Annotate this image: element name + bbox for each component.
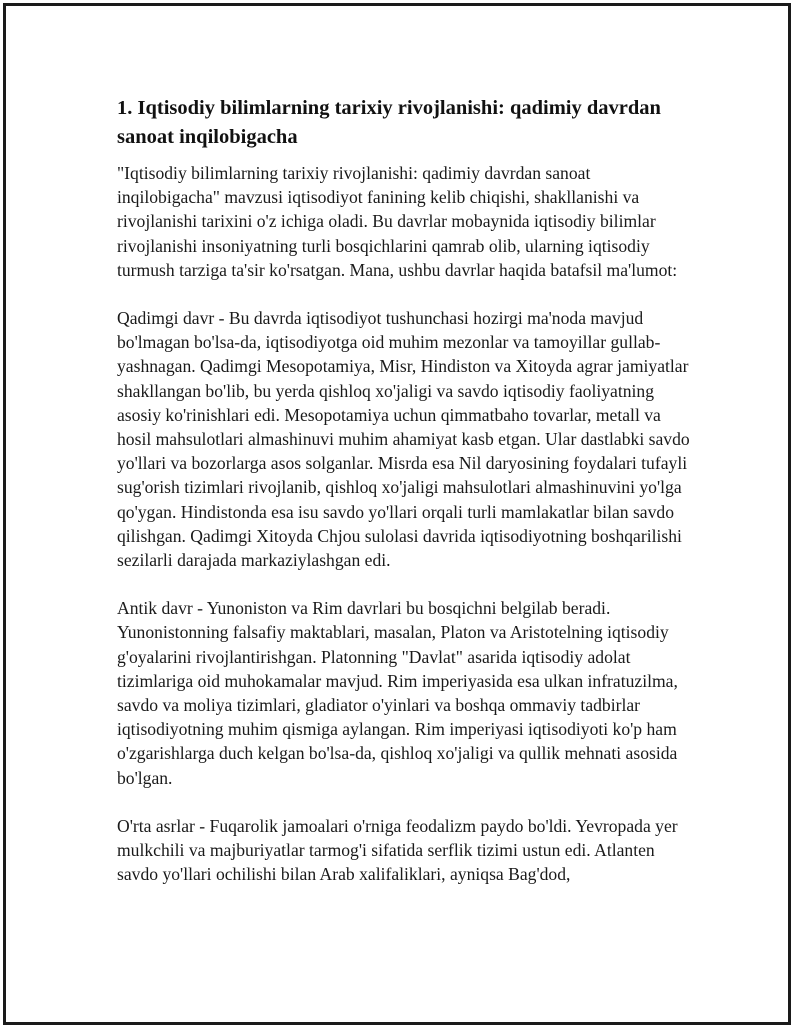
ancient-era-paragraph: Qadimgi davr - Bu davrda iqtisodiyot tushunchasi hozirgi ma'noda mavjud bo'lmagan bo'lsa-da, iqtisodiyotga oid muhim mezonlar va tamoyillar gullab-yashnagan. Qadimgi Mesopotamiya, Misr, Hindiston va Xitoyda agrar jamiyatlar shakllangan bo'lib, bu yerda qishloq xo'jaligi va savdo iqtisodiy faoliyatning asosiy ko'rinishlari edi. Mesopotamiya uchun qimmatbaho tovarlar, metall va hosil mahsulotlari almashinuvi muhim ahamiyat kasb etgan. Ular dastlabki savdo yo'llari va bozorlarga asos solganlar. Misrda esa Nil daryosining foydalari tufayli sug'orish tizimlari rivojlanib, qishloq xo'jaligi mahsulotlari almashinuvini yo'lga qo'ygan. Hindistonda esa isu savdo yo'llari orqali turli mamlakatlar bilan savdo qilishgan. Qadimgi Xitoyda Chjou sulolasi davrida iqtisodiyotning boshqarilishi sezilarli darajada markaziylashgan edi.	[117, 308, 690, 571]
section-title: 1. Iqtisodiy bilimlarning tarixiy rivojlanishi: qadimiy davrdan sanoat inqilobigacha	[117, 97, 661, 148]
middle-ages-paragraph: O'rta asrlar - Fuqarolik jamoalari o'rniga feodalizm paydo bo'ldi. Yevropada yer mulkchili va majburiyatlar tarmog'i sifatida serflik tizimi ustun edi. Atlanten savdo yo'llari ochilishi bilan Arab xalifaliklari, ayniqsa Bag'dod,	[117, 815, 678, 885]
intro-paragraph: "Iqtisodiy bilimlarning tarixiy rivojlanishi: qadimiy davrdan sanoat inqilobigacha" mavzusi iqtisodiyot fanining kelib chiqishi, shakllanishi va rivojlanishi tarixini o'z ichiga oladi. Bu davrlar mobaynida iqtisodiy bilimlar rivojlanishi insoniyatning turli bosqichlarini qamrab olib, ularning iqtisodiy turmush tarziga ta'sir ko'rsatgan. Mana, ushbu davrlar haqida batafsil ma'lumot:	[117, 163, 678, 280]
document-body	[117, 94, 697, 910]
antiquity-paragraph: Antik davr - Yunoniston va Rim davrlari bu bosqichni belgilab beradi. Yunonistonning falsafiy maktablari, masalan, Platon va Aristotelning iqtisodiy g'oyalarini rivojlantirishgan. Platonning "Davlat" asarida iqtisodiy adolat tizimlariga oid muhokamalar mavjud. Rim imperiyasida esa ulkan infratuzilma, savdo va moliya tizimlari, gladiator o'yinlari va boshqa ommaviy tadbirlar iqtisodiyotning muhim qismiga aylangan. Rim imperiyasi iqtisodiyoti ko'p ham o'zgarishlarga duch kelgan bo'lsa-da, qishloq xo'jaligi va qullik mehnati asosida bo'lgan.	[117, 598, 678, 788]
